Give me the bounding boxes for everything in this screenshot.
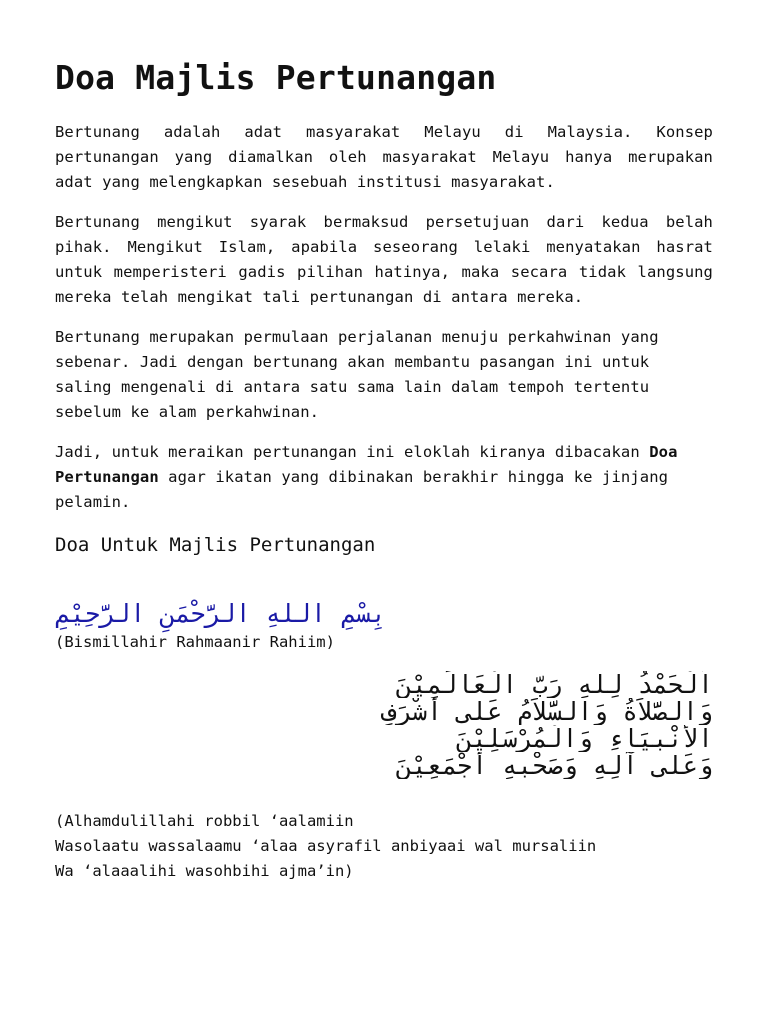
doa-arabic-line: الأَنْبِيَاءِ وَالْمُرْسَلِيْنَ [457,725,713,752]
article [55,58,713,884]
page-title: Doa Majlis Pertunangan [55,58,497,97]
doa-latin-line: (Alhamdulillahi robbil ‘aalamiin [55,812,354,830]
doa-arabic-text [55,671,713,779]
doa-arabic-line: وَعَلَى آلِهِ وَصَحْبِهِ أَجْمَعِيْنَ [396,752,713,779]
paragraph-meraikan-end: agar ikatan yang dibinakan berakhir hingga ke jinjang pelamin. [55,468,669,511]
section-heading: Doa Untuk Majlis Pertunangan [55,534,376,556]
doa-arabic-line: اَلْحَمْدُ لِلهِ رَبِّ الْعَالَمِيْنَ [396,671,713,698]
paragraph-syarak: Bertunang mengikut syarak bermaksud persetujuan dari kedua belah pihak. Mengikut Islam, apabila seseorang lelaki menyatakan hasrat untuk memperisteri gadis pilihan hatinya, maka secara tidak langsung mereka telah mengikat tali pertunangan di antara mereka. [55,213,713,306]
bismillah-arabic: بِسْمِ اللهِ الرَّحْمَنِ الرَّحِيْمِ [55,599,387,628]
doa-arabic-line: وَالصَّلاَةُ وَالسَّلاَمُ عَلَى أَشْرَفِ [381,698,713,725]
paragraph-meraikan-start: Jadi, untuk meraikan pertunangan ini eloklah kiranya dibacakan [55,443,650,461]
paragraph-intro: Bertunang adalah adat masyarakat Melayu di Malaysia. Konsep pertunangan yang diamalkan oleh masyarakat Melayu hanya merupakan adat yang melengkapkan sesebuah institusi masyarakat. [55,123,713,191]
doa-pertunangan-bold: Doa Pertunangan [55,443,678,486]
doa-latin-line: Wa ‘alaaalihi wasohbihi ajma’in) [55,862,354,880]
paragraph-meraikan [55,440,713,515]
doa-latin-line: Wasolaatu wassalaamu ‘alaa asyrafil anbiyaai wal mursaliin [55,837,597,855]
doa-transliteration [55,809,713,884]
paragraph-permulaan: Bertunang merupakan permulaan perjalanan menuju perkahwinan yang sebenar. Jadi dengan bertunang akan membantu pasangan ini untuk saling mengenali di antara satu sama lain dalam tempoh tertentu sebelum ke alam perkahwinan. [55,328,659,421]
bismillah-transliteration: (Bismillahir Rahmaanir Rahiim) [55,633,335,651]
